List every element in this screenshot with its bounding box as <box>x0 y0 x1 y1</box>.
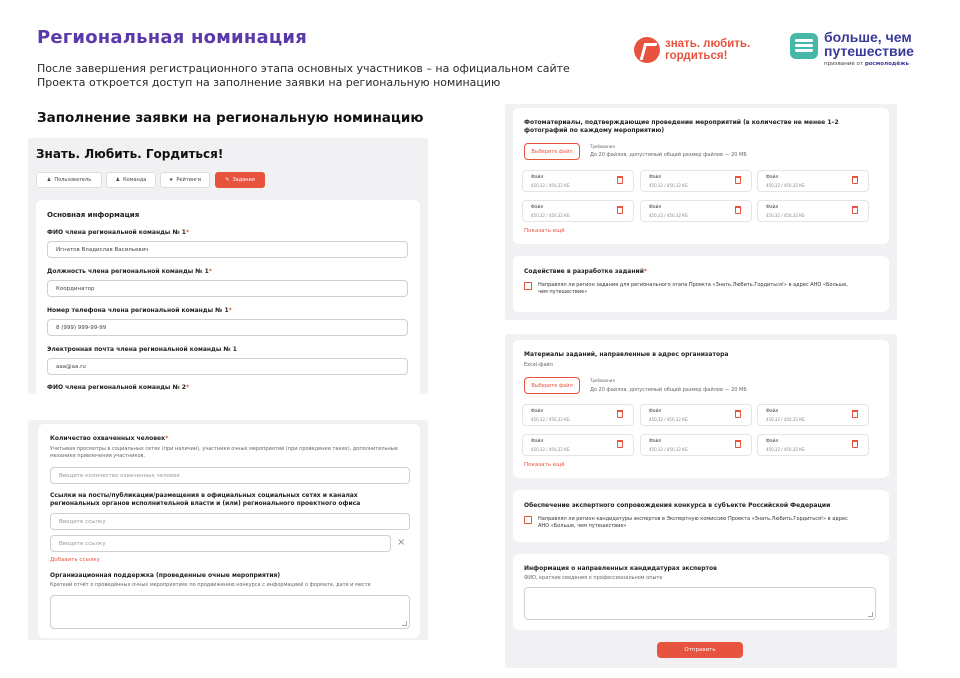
tab-team-label: Команда <box>123 177 147 183</box>
photos-label: Фотоматериалы, подтверждающие проведение мероприятий (в количестве не менее 1–2 фотографий по каждому мероприятию) <box>524 119 839 134</box>
required-mark: * <box>228 307 232 314</box>
file-name: Файл <box>649 439 662 444</box>
expert-checkbox[interactable] <box>524 516 532 524</box>
edit-icon: ✎ <box>225 177 230 183</box>
choose-file-button-materials[interactable]: Выберите файл <box>524 377 580 394</box>
trash-icon[interactable] <box>617 176 623 184</box>
file-item <box>522 404 634 426</box>
assist-title-text: Содействие в разработке заданий <box>524 268 644 275</box>
position1-input[interactable]: Координатор <box>47 280 408 297</box>
required-mark: * <box>165 435 169 442</box>
logo2-sub-brand: росмолодёжь <box>864 61 910 67</box>
req-small-photos: Требования <box>590 144 615 149</box>
link-input-1[interactable]: Введите ссылку <box>50 513 410 530</box>
email1-label-text: Электронная почта члена региональной команды № 1 <box>47 346 237 353</box>
trash-icon[interactable] <box>735 440 741 448</box>
tab-tasks[interactable] <box>215 172 265 188</box>
experts-info-hint: ФИО, краткие сведения о профессиональном опыте <box>524 575 663 581</box>
show-more-photos[interactable]: Показать ещё <box>524 228 565 234</box>
excel-hint: Excel-файл <box>524 362 553 368</box>
logo1-line2: гордиться! <box>665 50 728 62</box>
logo2-sub <box>824 61 909 67</box>
file-size: 450,32 / 450,32 КБ <box>766 183 805 188</box>
experts-info-textarea[interactable] <box>524 587 876 620</box>
field-label-email1 <box>47 346 237 353</box>
file-item <box>757 200 869 222</box>
org-support-hint: Краткий отчёт о проведённых очных мероприятиях по продвижению конкурса с информацией о формате, дате и месте <box>50 582 371 588</box>
logo-mark-icon <box>634 37 660 63</box>
file-size: 450,32 / 450,32 КБ <box>531 447 570 452</box>
covered-label <box>50 435 168 442</box>
intro-line-2: Проекта откроется доступ на заполнение заявки на региональную номинацию <box>37 76 501 89</box>
bolshe-chem-logo <box>790 30 950 75</box>
show-more-materials[interactable]: Показать ещё <box>524 462 565 468</box>
file-name: Файл <box>531 205 544 210</box>
required-mark: * <box>185 384 190 391</box>
file-name: Файл <box>766 205 779 210</box>
trash-icon[interactable] <box>852 410 858 418</box>
org-support-textarea[interactable] <box>50 595 410 629</box>
file-name: Файл <box>766 175 779 180</box>
field-label-fio1 <box>47 229 189 236</box>
trash-icon[interactable] <box>852 176 858 184</box>
covered-label-text: Количество охваченных человек <box>50 435 166 442</box>
file-size: 450,32 / 450,32 КБ <box>531 417 570 422</box>
trash-icon[interactable] <box>735 410 741 418</box>
req-small-materials: Требования <box>590 378 615 383</box>
links-label: Ссылки на посты/публикации/размещения в официальных социальных сетях и каналах региональных органов исполнительной власти и (или) регионального проектного офиса <box>50 492 361 507</box>
trash-icon[interactable] <box>735 206 741 214</box>
file-size: 450,32 / 450,32 КБ <box>531 213 570 218</box>
trash-icon[interactable] <box>852 206 858 214</box>
user-icon: ♟ <box>46 177 52 183</box>
file-item <box>757 404 869 426</box>
phone1-label-text: Номер телефона члена региональной команды № 1 <box>47 307 229 314</box>
experts-info-title: Информация о направленных кандидатурах экспертов <box>524 565 717 572</box>
file-name: Файл <box>649 175 662 180</box>
trash-icon[interactable] <box>735 176 741 184</box>
assist-text: Направлял ли регион задания для регионального этапа Проекта «Знать.Любить.Гордиться!» в адрес АНО «Больше, чем путешествие» <box>538 282 848 295</box>
file-name: Файл <box>649 205 662 210</box>
file-size: 450,32 / 450,32 КБ <box>649 183 688 188</box>
covered-hint: Учитывая просмотры в социальных сетях (при наличии), участники очных мероприятий (при проведении таких), дополнительные механики привлечения участников. <box>50 446 398 459</box>
file-size: 450,32 / 450,32 КБ <box>649 417 688 422</box>
file-item <box>640 434 752 456</box>
tab-ratings-label: Рейтинги <box>176 177 202 183</box>
trash-icon[interactable] <box>617 440 623 448</box>
logo2-line1: больше, чем <box>824 29 912 45</box>
required-mark: * <box>208 268 212 275</box>
position1-label-text: Должность члена региональной команды № 1 <box>47 268 209 275</box>
file-item <box>757 170 869 192</box>
file-item <box>522 170 634 192</box>
required-mark: * <box>185 229 190 236</box>
waves-logo-icon <box>790 33 818 59</box>
file-size: 450,32 / 450,32 КБ <box>531 183 570 188</box>
email1-input[interactable]: aaa@aa.ru <box>47 358 408 375</box>
trash-icon[interactable] <box>617 206 623 214</box>
file-item <box>522 434 634 456</box>
tab-ratings[interactable] <box>160 172 210 188</box>
tab-tasks-label: Задания <box>232 177 255 183</box>
file-item <box>640 200 752 222</box>
file-name: Файл <box>531 175 544 180</box>
logo1-line1: знать. любить. <box>665 38 751 50</box>
tab-user-label: Пользователь <box>54 177 92 183</box>
page-title: Региональная номинация <box>37 27 307 48</box>
trash-icon[interactable] <box>617 410 623 418</box>
file-name: Файл <box>766 409 779 414</box>
tab-user[interactable] <box>36 172 102 188</box>
choose-file-button-photos[interactable]: Выберите файл <box>524 143 580 160</box>
app-title: Знать. Любить. Гордиться! <box>36 147 224 161</box>
assist-checkbox[interactable] <box>524 282 532 290</box>
file-item <box>640 170 752 192</box>
assist-title <box>524 268 647 275</box>
covered-input[interactable]: Введите количество охваченных человек <box>50 467 410 484</box>
limits-materials: До 20 файлов, допустимый общий размер файлов — 20 МБ <box>590 387 747 393</box>
required-mark: * <box>643 268 648 275</box>
remove-link-icon[interactable]: × <box>397 537 406 548</box>
fio1-input[interactable]: Игнатов Владислав Васильевич <box>47 241 408 258</box>
file-item <box>757 434 869 456</box>
fio1-label-text: ФИО члена региональной команды № 1 <box>47 229 186 236</box>
intro-line-1: После завершения регистрационного этапа основных участников – на официальном сайте <box>37 62 570 75</box>
trash-icon[interactable] <box>852 440 858 448</box>
file-size: 450,32 / 450,32 КБ <box>766 447 805 452</box>
file-item <box>522 200 634 222</box>
file-size: 450,32 / 450,32 КБ <box>766 417 805 422</box>
materials-title: Материалы заданий, направленные в адрес организатора <box>524 351 729 358</box>
section-title: Заполнение заявки на региональную номинацию <box>37 110 424 126</box>
file-size: 450,32 / 450,32 КБ <box>649 447 688 452</box>
file-name: Файл <box>531 439 544 444</box>
link-input-2[interactable]: Введите ссылку <box>50 535 391 552</box>
basic-info-heading: Основная информация <box>47 211 140 219</box>
team-icon: ♟ <box>115 177 121 183</box>
submit-button[interactable]: Отправить <box>657 642 743 658</box>
limits-photos: До 20 файлов, допустимый общий размер файлов — 20 МБ <box>590 152 747 158</box>
field-label-fio2 <box>47 384 189 391</box>
field-label-phone1 <box>47 307 232 314</box>
logo2-sub-prefix: призвание от <box>824 61 864 67</box>
file-name: Файл <box>766 439 779 444</box>
tab-team[interactable] <box>106 172 156 188</box>
file-name: Файл <box>531 409 544 414</box>
expert-title: Обеспечение экспертного сопровождения конкурса в субъекте Российской Федерации <box>524 502 831 509</box>
znat-lubit-logo <box>634 33 774 67</box>
org-support-label: Организационная поддержка (проведенные очные мероприятия) <box>50 572 281 579</box>
fio2-label-text: ФИО члена региональной команды № 2 <box>47 384 186 391</box>
field-label-position1 <box>47 268 212 275</box>
intro-text <box>37 62 570 90</box>
phone1-input[interactable]: 8 (999) 999-99-99 <box>47 319 408 336</box>
file-name: Файл <box>649 409 662 414</box>
file-size: 450,32 / 450,32 КБ <box>649 213 688 218</box>
logo2-line2: путешествие <box>824 43 914 59</box>
add-link-button[interactable]: Добавить ссылку <box>50 557 100 563</box>
ratings-icon: ★ <box>168 177 174 183</box>
file-size: 450,32 / 450,32 КБ <box>766 213 805 218</box>
expert-text: Направлял ли регион кандидатуры экспертов в Экспертную комиссию Проекта «Знать.Любить.Гордиться!» в адрес АНО «Больше, чем путешествие» <box>538 516 848 529</box>
file-item <box>640 404 752 426</box>
